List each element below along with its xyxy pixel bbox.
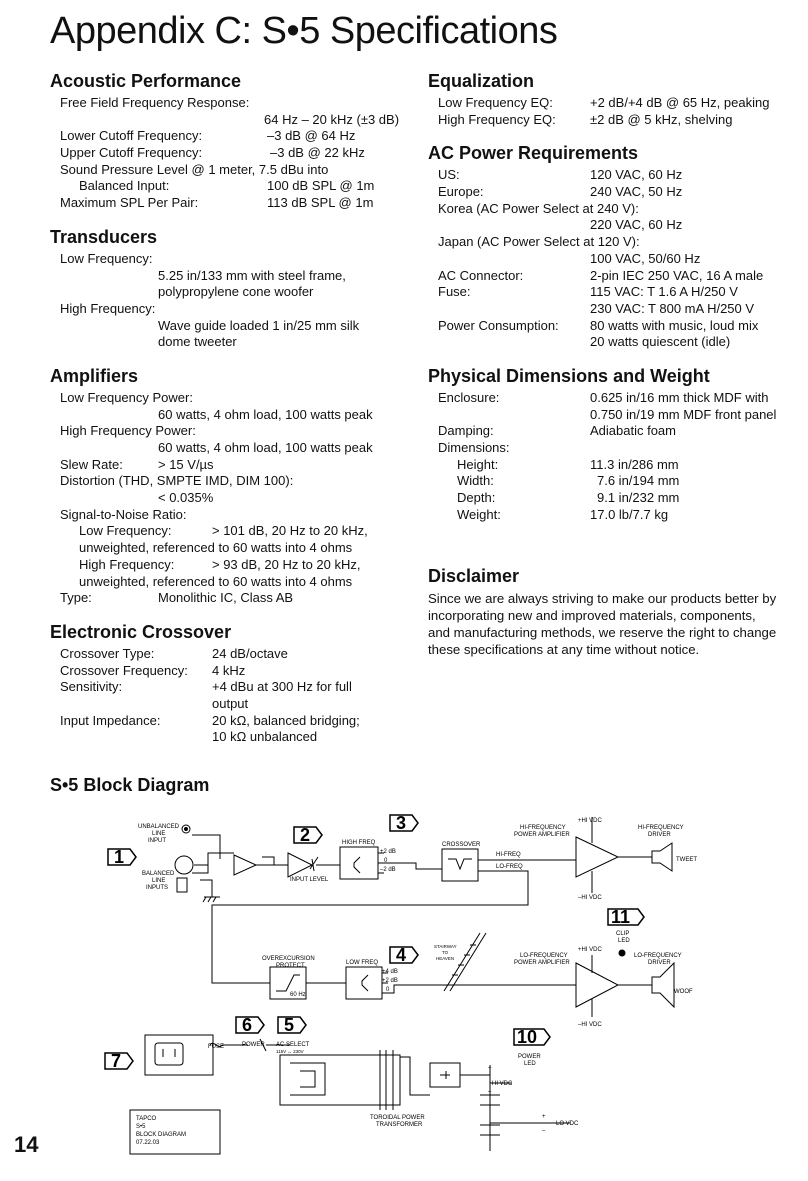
spec-value: < 0.035% bbox=[158, 490, 214, 506]
spec-value: +4 dBu at 300 Hz for full bbox=[212, 679, 352, 695]
label-lf-driver: LO-FREQUENCY bbox=[634, 953, 682, 959]
label-hf-opt: –2 dB bbox=[380, 867, 396, 873]
spec-value: 100 dB SPL @ 1m bbox=[267, 178, 375, 194]
spec-value: 9.1 in/232 mm bbox=[597, 490, 680, 506]
spec-label: Fuse: bbox=[438, 284, 471, 300]
input-gain-amp bbox=[288, 853, 312, 877]
spec-value: 80 watts with music, loud mix bbox=[590, 317, 759, 333]
label-hf-opt: 0 bbox=[384, 858, 388, 864]
label-power-led: POWER bbox=[518, 1054, 541, 1060]
spec-label: Width: bbox=[457, 473, 494, 489]
badge-4: 4 bbox=[396, 945, 407, 965]
spec-value: unweighted, referenced to 60 watts into 4 ohms bbox=[79, 573, 353, 589]
label-stairway: TO bbox=[442, 950, 449, 955]
spec-value: 115 VAC: T 1.6 A H/250 V bbox=[590, 284, 738, 300]
label-fuse: FUSE bbox=[208, 1044, 225, 1050]
spec-value: –3 dB @ 64 Hz bbox=[267, 128, 356, 144]
block-diagram-title: S•5 Block Diagram bbox=[50, 775, 210, 795]
label-crossover: CROSSOVER bbox=[442, 842, 481, 848]
label-plus: + bbox=[542, 1114, 546, 1120]
toroid-core bbox=[380, 1050, 393, 1110]
crossover-curve bbox=[448, 859, 472, 869]
spec-value: 4 kHz bbox=[212, 662, 246, 678]
label-clip-led: LED bbox=[618, 938, 630, 944]
spec-label: Enclosure: bbox=[438, 389, 500, 405]
label-unbalanced: UNBALANCED bbox=[138, 824, 180, 830]
label-input-level: INPUT LEVEL bbox=[290, 877, 329, 883]
label-lf-amp: LO-FREQUENCY bbox=[520, 953, 568, 959]
label-hi-freq: HI-FREQ bbox=[496, 852, 521, 858]
spec-value: 0.625 in/16 mm thick MDF with bbox=[590, 389, 769, 405]
badge-6: 6 bbox=[242, 1015, 253, 1035]
spec-label: Depth: bbox=[457, 490, 496, 506]
trs-jack bbox=[177, 878, 187, 892]
label-ac-select: AC SELECT bbox=[276, 1042, 310, 1048]
badge-1: 1 bbox=[114, 847, 125, 867]
label-lf-opt: +4 dB bbox=[382, 969, 398, 975]
overexcursion-curve bbox=[276, 975, 300, 991]
spec-label: Japan (AC Power Select at 120 V): bbox=[438, 234, 640, 250]
spec-value: 240 VAC, 50 Hz bbox=[590, 184, 683, 200]
spec-label: Dimensions: bbox=[438, 440, 510, 455]
rca-jack-center bbox=[185, 828, 188, 831]
physical-section bbox=[428, 365, 798, 524]
spec-value: polypropylene cone woofer bbox=[158, 284, 314, 300]
woofer-symbol bbox=[652, 963, 674, 1007]
signal-wire bbox=[192, 835, 220, 859]
transducers-heading: Transducers bbox=[50, 226, 158, 247]
spec-label: Height: bbox=[457, 456, 499, 472]
label-clip-led: CLIP bbox=[616, 931, 630, 937]
equalization-heading: Equalization bbox=[428, 71, 535, 91]
signal-wire bbox=[192, 865, 208, 873]
spec-value: 24 dB/octave bbox=[212, 645, 288, 661]
spec-value: +2 dB/+4 dB @ 65 Hz, peaking bbox=[590, 95, 770, 110]
spec-label: Sensitivity: bbox=[60, 679, 123, 695]
spec-label: Lower Cutoff Frequency: bbox=[60, 128, 203, 144]
label-lf-opt: +2 dB bbox=[382, 978, 398, 984]
title-block-line: BLOCK DIAGRAM bbox=[136, 1132, 187, 1138]
spec-value: 20 kΩ, balanced bridging; bbox=[212, 712, 360, 728]
spec-value: 100 VAC, 50/60 Hz bbox=[590, 250, 701, 266]
label-lf-amp: POWER AMPLIFIER bbox=[514, 960, 570, 966]
supply-rails bbox=[460, 1065, 500, 1151]
hf-eq-curve bbox=[354, 857, 360, 873]
label-hf-opt: +2 dB bbox=[380, 849, 396, 855]
spec-label: Crossover Type: bbox=[60, 645, 155, 661]
spec-label: Europe: bbox=[438, 184, 484, 200]
input-level-pot bbox=[310, 857, 318, 871]
label-hi-vdc: HI VDC bbox=[492, 1081, 513, 1087]
spec-value: 17.0 lb/7.7 kg bbox=[590, 506, 669, 522]
label-balanced: BALANCED bbox=[142, 871, 175, 877]
badge-10: 10 bbox=[517, 1027, 538, 1047]
spec-label: Type: bbox=[60, 590, 92, 606]
label-hf-amp: HI-FREQUENCY bbox=[520, 825, 566, 831]
crossover-heading: Electronic Crossover bbox=[50, 621, 232, 642]
spec-value: 5.25 in/133 mm with steel frame, bbox=[158, 267, 346, 283]
amplifiers-section bbox=[50, 365, 420, 607]
badge-7: 7 bbox=[111, 1051, 122, 1071]
spec-value: 60 watts, 4 ohm load, 100 watts peak bbox=[158, 406, 373, 422]
label-hf-driver: DRIVER bbox=[648, 832, 671, 838]
signal-wire bbox=[194, 853, 234, 865]
ground-symbol bbox=[200, 880, 220, 902]
title-block-line: S•5 bbox=[136, 1124, 146, 1130]
label-lo-vdc: LO VDC bbox=[556, 1121, 579, 1127]
acoustic-heading: Acoustic Performance bbox=[50, 71, 242, 91]
spec-label: Low Frequency Power: bbox=[60, 389, 193, 405]
spec-value: Adiabatic foam bbox=[590, 423, 676, 439]
label-balanced: INPUTS bbox=[146, 885, 169, 891]
physical-heading: Physical Dimensions and Weight bbox=[428, 365, 710, 386]
spec-value: –3 dB @ 22 kHz bbox=[270, 145, 365, 161]
label-power: POWER bbox=[242, 1042, 265, 1048]
iec-connector bbox=[155, 1043, 183, 1065]
label-balanced: LINE bbox=[152, 878, 166, 884]
acoustic-section bbox=[50, 70, 420, 212]
spec-value: 11.3 in/286 mm bbox=[590, 456, 679, 472]
input-buffer-amp bbox=[234, 855, 256, 875]
spec-value: Monolithic IC, Class AB bbox=[158, 590, 294, 606]
power-heading: AC Power Requirements bbox=[428, 143, 639, 164]
spec-label: Low Frequency EQ: bbox=[438, 95, 553, 110]
spec-label: Input Impedance: bbox=[60, 712, 161, 728]
spec-label: Free Field Frequency Response: bbox=[60, 95, 250, 110]
label-hf-driver: HI-FREQUENCY bbox=[638, 825, 684, 831]
spec-value: 64 Hz – 20 kHz (±3 dB) bbox=[264, 111, 400, 127]
page-title: Appendix C: S•5 Specifications bbox=[50, 10, 558, 52]
label-power-led: LED bbox=[524, 1061, 536, 1067]
label-lf-opt: 0 bbox=[386, 987, 390, 993]
spec-label: High Frequency: bbox=[60, 300, 156, 316]
spec-value: > 101 dB, 20 Hz to 20 kHz, bbox=[212, 523, 368, 539]
spec-value: 20 watts quiescent (idle) bbox=[590, 334, 731, 350]
spec-label: High Frequency EQ: bbox=[438, 111, 556, 127]
spec-label: High Frequency Power: bbox=[60, 423, 196, 439]
spec-value: ±2 dB @ 5 kHz, shelving bbox=[590, 111, 733, 127]
label-ac-select: 115V ↔ 230V bbox=[276, 1049, 304, 1054]
spec-label: Balanced Input: bbox=[79, 178, 170, 194]
label-minus: – bbox=[542, 1128, 546, 1134]
disclaimer-text: Since we are always striving to make our products better by incorporating new and improved materials, components, and manufacturing methods, we reserve the right to change these specifications at any time without notice. bbox=[428, 591, 777, 658]
spec-label: Weight: bbox=[457, 506, 501, 522]
disclaimer-heading: Disclaimer bbox=[428, 566, 520, 587]
label-plus: + bbox=[488, 1066, 492, 1072]
spec-label: US: bbox=[438, 167, 460, 183]
label-toroidal: TRANSFORMER bbox=[376, 1122, 423, 1128]
spec-value: 60 watts, 4 ohm load, 100 watts peak bbox=[158, 440, 373, 455]
title-block-line: 07.22.03 bbox=[136, 1140, 160, 1146]
iec-pins bbox=[163, 1049, 175, 1057]
spec-label: Distortion (THD, SMPTE IMD, DIM 100): bbox=[60, 473, 294, 489]
amplifiers-heading: Amplifiers bbox=[50, 365, 139, 386]
label-hf-amp: POWER AMPLIFIER bbox=[514, 832, 570, 838]
spec-label: Maximum SPL Per Pair: bbox=[60, 195, 199, 211]
equalization-section bbox=[428, 70, 798, 128]
spec-value: unweighted, referenced to 60 watts into 4 ohms bbox=[79, 540, 353, 556]
label-hi-vdc-plus: +HI VDC bbox=[578, 818, 602, 824]
label-overexcursion: PROTECT bbox=[276, 963, 305, 969]
label-lo-freq: LO-FREQ bbox=[496, 864, 523, 870]
spec-value: > 15 V/µs bbox=[158, 456, 214, 472]
spec-label: Damping: bbox=[438, 423, 494, 439]
page-number: 14 bbox=[14, 1132, 39, 1157]
spec-value: 10 kΩ unbalanced bbox=[212, 729, 318, 745]
spec-label: Upper Cutoff Frequency: bbox=[60, 145, 203, 161]
spec-label: Sound Pressure Level @ 1 meter, 7.5 dBu into bbox=[60, 161, 329, 177]
spec-label: AC Connector: bbox=[438, 267, 524, 283]
title-block-line: TAPCO bbox=[136, 1116, 157, 1122]
label-overexcursion: OVEREXCURSION bbox=[262, 956, 315, 962]
power-wire bbox=[400, 1057, 430, 1095]
spec-label: Crossover Frequency: bbox=[60, 662, 188, 678]
label-minus: – bbox=[488, 1089, 492, 1095]
label-tweet: TWEET bbox=[676, 857, 697, 863]
spec-label: Power Consumption: bbox=[438, 317, 559, 333]
label-low-freq: LOW FREQ bbox=[346, 960, 379, 966]
clip-led bbox=[619, 950, 625, 956]
spec-value: 2-pin IEC 250 VAC, 16 A male bbox=[590, 267, 764, 283]
label-toroidal: TOROIDAL POWER bbox=[370, 1115, 425, 1121]
hf-power-amp bbox=[576, 837, 618, 877]
badge-5: 5 bbox=[284, 1015, 295, 1035]
lf-power-amp bbox=[576, 963, 618, 1007]
power-section bbox=[428, 142, 798, 351]
signal-wire bbox=[592, 955, 652, 1017]
spec-value: 120 VAC, 60 Hz bbox=[590, 167, 683, 183]
spec-value: 220 VAC, 60 Hz bbox=[590, 217, 683, 233]
signal-wire bbox=[256, 857, 274, 865]
disclaimer-section bbox=[428, 565, 798, 658]
spec-label: Signal-to-Noise Ratio: bbox=[60, 506, 187, 522]
label-hi-vdc-minus: –HI VDC bbox=[578, 1022, 602, 1028]
spec-value: 7.6 in/194 mm bbox=[597, 473, 680, 489]
badge-3: 3 bbox=[396, 813, 407, 833]
lf-eq-curve bbox=[362, 975, 368, 991]
ac-select-switch bbox=[290, 1063, 325, 1095]
signal-wire bbox=[382, 973, 576, 993]
spec-value: dome tweeter bbox=[158, 334, 237, 350]
spec-label: Slew Rate: bbox=[60, 456, 123, 472]
badge-11: 11 bbox=[611, 907, 631, 927]
spec-label: Korea (AC Power Select at 240 V): bbox=[438, 200, 639, 216]
hf-eq-block bbox=[340, 847, 378, 879]
supply-out-wire bbox=[490, 1083, 570, 1123]
spec-label: Low Frequency: bbox=[60, 250, 153, 266]
label-unbalanced: INPUT bbox=[148, 838, 166, 844]
right-column bbox=[428, 70, 798, 672]
spec-value: output bbox=[212, 695, 249, 711]
label-hi-vdc-plus: +HI VDC bbox=[578, 947, 602, 953]
crossover-section bbox=[50, 621, 420, 746]
xlr-jack bbox=[175, 856, 193, 874]
block-diagram bbox=[100, 805, 700, 1160]
spec-value: > 93 dB, 20 Hz to 20 kHz, bbox=[212, 556, 361, 572]
transducers-section bbox=[50, 226, 420, 351]
label-woof: WOOF bbox=[674, 989, 693, 995]
left-column bbox=[50, 70, 420, 760]
crossover-block bbox=[442, 849, 478, 881]
label-hi-vdc-minus: –HI VDC bbox=[578, 895, 602, 901]
label-stairway: HEAVEN bbox=[436, 956, 455, 961]
spec-value: 0.750 in/19 mm MDF front panel bbox=[590, 406, 777, 422]
label-lf-driver: DRIVER bbox=[648, 960, 671, 966]
label-stairway: STAIRWAY bbox=[434, 944, 457, 949]
spec-label: Low Frequency: bbox=[79, 523, 172, 539]
label-60hz: 60 Hz bbox=[290, 992, 306, 998]
label-high-freq: HIGH FREQ bbox=[342, 840, 376, 846]
lf-eq-block bbox=[346, 967, 382, 999]
badge-2: 2 bbox=[300, 825, 311, 845]
diode-symbol bbox=[440, 1071, 450, 1079]
spec-value: 230 VAC: T 800 mA H/250 V bbox=[590, 300, 755, 316]
signal-wire bbox=[212, 965, 270, 983]
tweeter-symbol bbox=[652, 843, 672, 871]
spec-value: 113 dB SPL @ 1m bbox=[267, 195, 374, 211]
stairway-symbol bbox=[444, 933, 486, 991]
label-unbalanced: LINE bbox=[152, 831, 166, 837]
spec-value: Wave guide loaded 1 in/25 mm silk bbox=[158, 317, 360, 333]
spec-label: High Frequency: bbox=[79, 556, 175, 572]
